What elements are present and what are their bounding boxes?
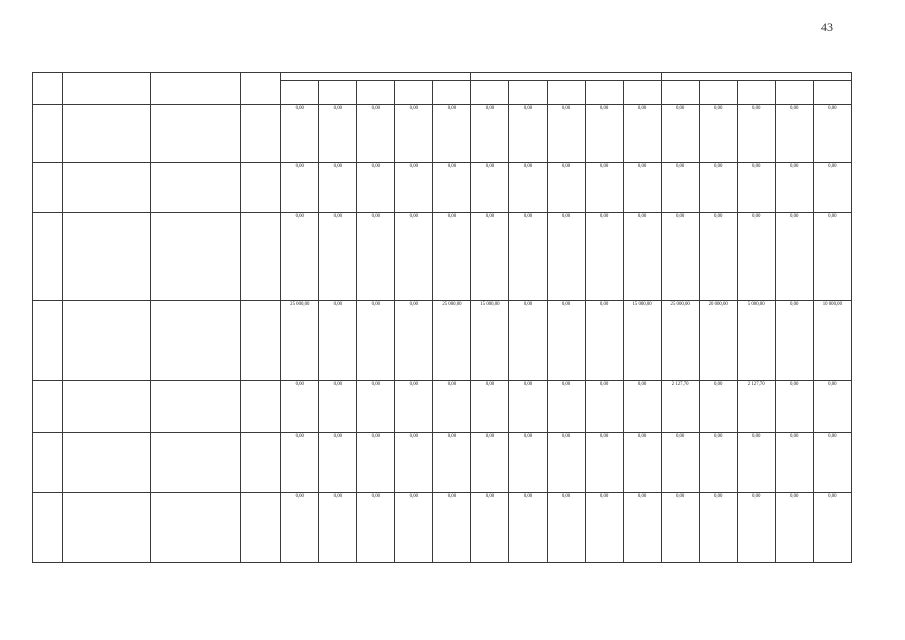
table-row xyxy=(33,105,852,163)
row-executor-cell xyxy=(151,381,241,433)
row-value-cell: 0,00 xyxy=(813,433,851,493)
row-value-cell: 0,00 xyxy=(471,493,509,563)
row-value-cell: 0,00 xyxy=(471,213,509,301)
row-value-cell: 0,00 xyxy=(509,105,547,163)
row-value-cell: 5 000,00 xyxy=(737,301,775,381)
table-row xyxy=(33,493,852,563)
header-sub-column xyxy=(623,81,661,105)
header-sub-column xyxy=(699,81,737,105)
header-sub-column xyxy=(585,81,623,105)
row-value-cell: 0,00 xyxy=(737,433,775,493)
row-value-cell: 0,00 xyxy=(319,105,357,163)
row-value-cell: 0,00 xyxy=(357,105,395,163)
row-value-cell: 0,00 xyxy=(775,213,813,301)
row-value-cell: 0,00 xyxy=(319,433,357,493)
row-value-cell: 0,00 xyxy=(585,381,623,433)
row-value-cell: 0,00 xyxy=(433,213,471,301)
row-value-cell: 0,00 xyxy=(661,213,699,301)
row-executor-cell xyxy=(151,301,241,381)
table-row xyxy=(33,213,852,301)
header-sub-column xyxy=(509,81,547,105)
row-value-cell: 0,00 xyxy=(509,213,547,301)
row-value-cell: 0,00 xyxy=(775,105,813,163)
row-value-cell: 0,00 xyxy=(585,105,623,163)
row-value-cell: 0,00 xyxy=(813,163,851,213)
table-header xyxy=(33,73,852,105)
row-value-cell: 0,00 xyxy=(699,105,737,163)
row-value-cell: 0,00 xyxy=(509,301,547,381)
row-value-cell: 0,00 xyxy=(623,381,661,433)
row-value-cell: 0,00 xyxy=(395,213,433,301)
row-value-cell: 0,00 xyxy=(623,433,661,493)
row-value-cell: 10 000,00 xyxy=(813,301,851,381)
row-value-cell: 0,00 xyxy=(699,163,737,213)
row-value-cell: 0,00 xyxy=(547,105,585,163)
row-number-cell xyxy=(33,105,63,163)
header-sub-column xyxy=(661,81,699,105)
row-value-cell: 0,00 xyxy=(547,381,585,433)
row-name-cell xyxy=(63,163,151,213)
header-year-group-2 xyxy=(471,73,661,81)
row-value-cell: 0,00 xyxy=(509,493,547,563)
row-value-cell: 0,00 xyxy=(661,105,699,163)
row-value-cell: 0,00 xyxy=(471,381,509,433)
row-value-cell: 0,00 xyxy=(433,163,471,213)
table-row xyxy=(33,381,852,433)
row-value-cell: 0,00 xyxy=(775,493,813,563)
header-sub-column xyxy=(775,81,813,105)
row-value-cell: 0,00 xyxy=(775,301,813,381)
header-sub-column xyxy=(471,81,509,105)
header-sub-column xyxy=(813,81,851,105)
row-value-cell: 0,00 xyxy=(319,213,357,301)
row-value-cell: 0,00 xyxy=(585,163,623,213)
row-value-cell: 0,00 xyxy=(395,493,433,563)
row-value-cell: 0,00 xyxy=(281,163,319,213)
row-value-cell: 0,00 xyxy=(699,493,737,563)
row-value-cell: 0,00 xyxy=(547,213,585,301)
budget-table xyxy=(32,72,852,563)
row-value-cell: 0,00 xyxy=(547,433,585,493)
row-value-cell: 0,00 xyxy=(623,105,661,163)
header-year-group-3 xyxy=(661,73,851,81)
page-number: 43 xyxy=(821,20,833,34)
header-sub-column xyxy=(319,81,357,105)
row-name-cell xyxy=(63,433,151,493)
table-body xyxy=(33,105,852,563)
row-value-cell: 0,00 xyxy=(699,381,737,433)
row-value-cell: 0,00 xyxy=(433,433,471,493)
row-value-cell: 0,00 xyxy=(585,433,623,493)
row-number-cell xyxy=(33,213,63,301)
row-value-cell: 0,00 xyxy=(509,433,547,493)
row-executor-cell xyxy=(151,433,241,493)
row-value-cell: 0,00 xyxy=(281,433,319,493)
row-executor-cell xyxy=(151,163,241,213)
row-value-cell: 0,00 xyxy=(395,433,433,493)
row-value-cell: 0,00 xyxy=(395,381,433,433)
row-value-cell: 0,00 xyxy=(585,213,623,301)
row-value-cell: 20 000,00 xyxy=(699,301,737,381)
row-value-cell: 0,00 xyxy=(319,493,357,563)
row-value-cell: 0,00 xyxy=(737,105,775,163)
table-row xyxy=(33,433,852,493)
row-value-cell: 0,00 xyxy=(813,105,851,163)
header-sub-column xyxy=(547,81,585,105)
row-value-cell: 0,00 xyxy=(509,163,547,213)
row-number-cell xyxy=(33,163,63,213)
row-value-cell: 0,00 xyxy=(281,381,319,433)
row-value-cell: 0,00 xyxy=(737,213,775,301)
row-value-cell: 0,00 xyxy=(813,493,851,563)
row-value-cell: 0,00 xyxy=(357,301,395,381)
row-value-cell: 0,00 xyxy=(775,163,813,213)
row-number-cell xyxy=(33,381,63,433)
row-value-cell: 0,00 xyxy=(281,493,319,563)
row-term-cell xyxy=(241,213,281,301)
row-value-cell: 0,00 xyxy=(661,433,699,493)
row-value-cell: 0,00 xyxy=(471,105,509,163)
header-sub-column xyxy=(433,81,471,105)
row-term-cell xyxy=(241,493,281,563)
row-term-cell xyxy=(241,105,281,163)
row-number-cell xyxy=(33,493,63,563)
row-value-cell: 0,00 xyxy=(319,163,357,213)
row-name-cell xyxy=(63,105,151,163)
row-value-cell: 0,00 xyxy=(509,381,547,433)
row-value-cell: 2 127,70 xyxy=(737,381,775,433)
row-value-cell: 0,00 xyxy=(737,163,775,213)
row-value-cell: 25 000,00 xyxy=(661,301,699,381)
row-value-cell: 0,00 xyxy=(319,301,357,381)
row-value-cell: 0,00 xyxy=(585,493,623,563)
header-sub-column xyxy=(281,81,319,105)
row-value-cell: 0,00 xyxy=(775,381,813,433)
row-term-cell xyxy=(241,163,281,213)
header-year-group-1 xyxy=(281,73,471,81)
row-value-cell: 0,00 xyxy=(547,163,585,213)
row-value-cell: 0,00 xyxy=(471,163,509,213)
row-value-cell: 0,00 xyxy=(433,381,471,433)
row-value-cell: 0,00 xyxy=(357,163,395,213)
row-value-cell: 0,00 xyxy=(433,105,471,163)
row-name-cell xyxy=(63,381,151,433)
header-sub-column xyxy=(737,81,775,105)
row-executor-cell xyxy=(151,493,241,563)
row-value-cell: 15 000,00 xyxy=(471,301,509,381)
row-value-cell: 0,00 xyxy=(737,493,775,563)
row-value-cell: 0,00 xyxy=(661,493,699,563)
row-term-cell xyxy=(241,433,281,493)
row-value-cell: 0,00 xyxy=(395,163,433,213)
row-value-cell: 0,00 xyxy=(433,493,471,563)
row-value-cell: 0,00 xyxy=(357,381,395,433)
row-value-cell: 0,00 xyxy=(813,213,851,301)
header-name xyxy=(63,73,151,105)
row-value-cell: 0,00 xyxy=(547,301,585,381)
header-number xyxy=(33,73,63,105)
row-value-cell: 0,00 xyxy=(281,213,319,301)
row-value-cell: 0,00 xyxy=(547,493,585,563)
row-value-cell: 0,00 xyxy=(395,301,433,381)
row-value-cell: 2 127,70 xyxy=(661,381,699,433)
row-value-cell: 0,00 xyxy=(357,433,395,493)
row-executor-cell xyxy=(151,105,241,163)
row-value-cell: 0,00 xyxy=(813,381,851,433)
table-row xyxy=(33,163,852,213)
row-number-cell xyxy=(33,301,63,381)
header-term xyxy=(241,73,281,105)
row-term-cell xyxy=(241,301,281,381)
header-sub-column xyxy=(357,81,395,105)
row-value-cell: 0,00 xyxy=(775,433,813,493)
row-value-cell: 25 000,00 xyxy=(281,301,319,381)
row-value-cell: 0,00 xyxy=(357,213,395,301)
row-term-cell xyxy=(241,381,281,433)
row-value-cell: 25 000,00 xyxy=(433,301,471,381)
row-value-cell: 0,00 xyxy=(623,493,661,563)
row-value-cell: 0,00 xyxy=(699,213,737,301)
row-value-cell: 0,00 xyxy=(661,163,699,213)
row-value-cell: 0,00 xyxy=(357,493,395,563)
row-value-cell: 0,00 xyxy=(623,213,661,301)
header-executor xyxy=(151,73,241,105)
row-value-cell: 0,00 xyxy=(623,163,661,213)
row-name-cell xyxy=(63,213,151,301)
row-number-cell xyxy=(33,433,63,493)
row-value-cell: 0,00 xyxy=(699,433,737,493)
row-value-cell: 15 000,00 xyxy=(623,301,661,381)
header-sub-column xyxy=(395,81,433,105)
row-executor-cell xyxy=(151,213,241,301)
row-value-cell: 0,00 xyxy=(281,105,319,163)
table-row xyxy=(33,301,852,381)
row-value-cell: 0,00 xyxy=(585,301,623,381)
row-value-cell: 0,00 xyxy=(471,433,509,493)
row-name-cell xyxy=(63,493,151,563)
row-value-cell: 0,00 xyxy=(319,381,357,433)
row-value-cell: 0,00 xyxy=(395,105,433,163)
row-name-cell xyxy=(63,301,151,381)
